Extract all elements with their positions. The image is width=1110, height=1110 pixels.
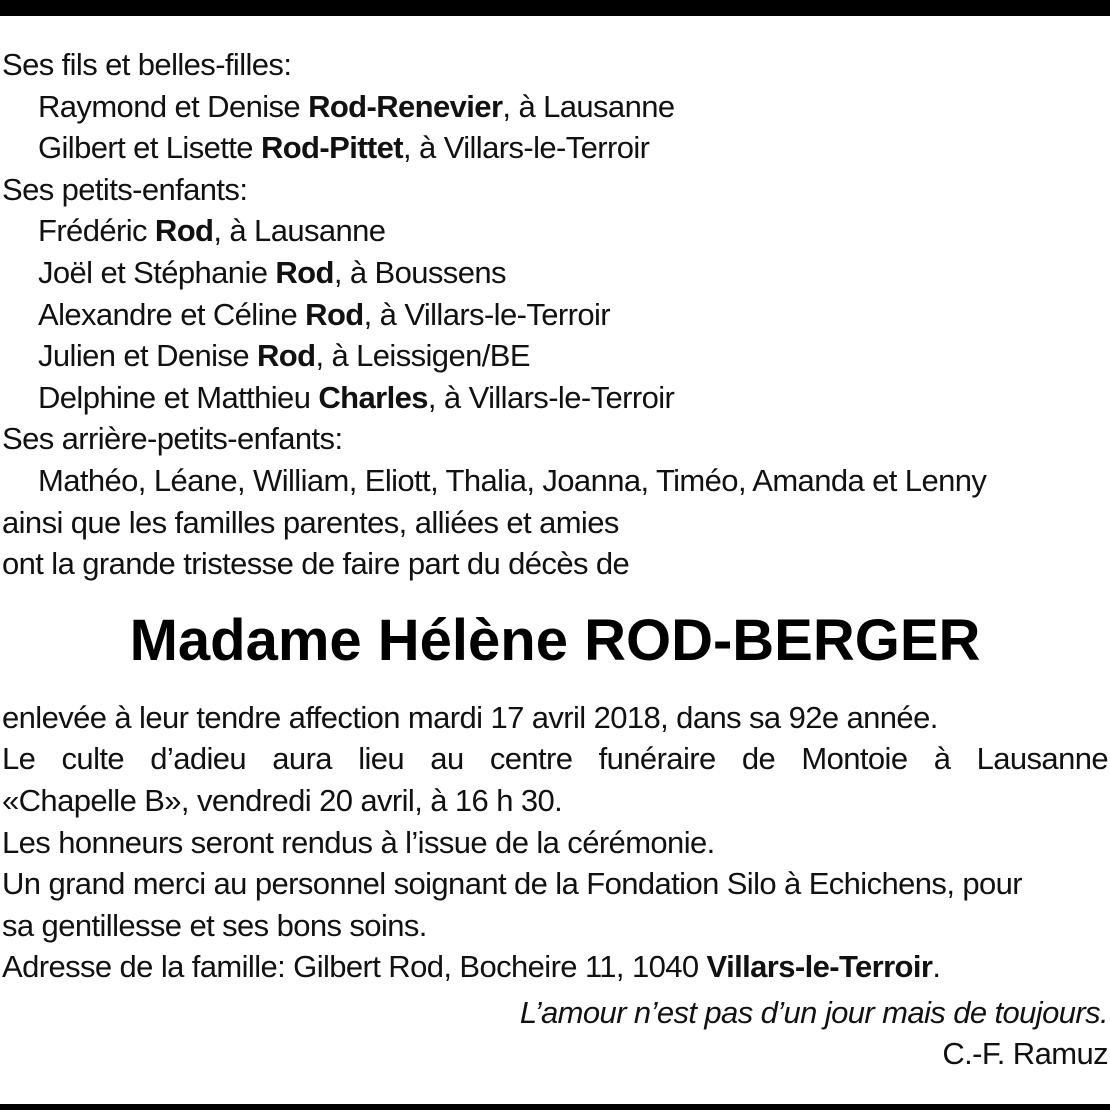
service-details: Le culte d’adieu aura lieu au centre funéraire de Montoie à Lausanne: [2, 741, 1108, 777]
family-surname: Charles: [318, 379, 428, 415]
family-member-line: Julien et Denise Rod, à Leissigen/BE: [38, 338, 530, 374]
passing-details: enlevée à leur tendre affection mardi 17 avril 2018, dans sa 92e année.: [2, 699, 938, 735]
deceased-name: Madame Hélène ROD-BERGER: [129, 607, 981, 673]
family-address: Adresse de la famille: Gilbert Rod, Bocheire 11, 1040 Villars-le-Terroir.: [2, 949, 941, 985]
bottom-rule: [0, 1104, 1110, 1110]
family-surname: Rod: [154, 213, 214, 249]
announcement-line: ont la grande tristesse de faire part du décès de: [2, 546, 630, 582]
quote-author: C.-F. Ramuz: [942, 1036, 1108, 1072]
family-surname: Rod: [275, 254, 334, 290]
thanks-line: Un grand merci au personnel soignant de la Fondation Silo à Echichens, pour: [2, 866, 1022, 902]
great-grandchildren-names: Mathéo, Léane, William, Eliott, Thalia, Joanna, Timéo, Amanda et Lenny: [38, 462, 987, 498]
family-member-line: Joël et Stéphanie Rod, à Boussens: [38, 254, 506, 290]
family-member-line: Raymond et Denise Rod-Renevier, à Lausanne: [38, 88, 675, 124]
family-member-line: Delphine et Matthieu Charles, à Villars-le-Terroir: [38, 379, 675, 415]
quote-text: L’amour n’est pas d’un jour mais de toujours.: [519, 994, 1108, 1030]
obituary-notice: [2, 44, 1108, 1075]
grandchildren-heading: Ses petits-enfants:: [2, 171, 248, 207]
family-surname: Rod: [305, 296, 364, 332]
relatives-line: ainsi que les familles parentes, alliées et amies: [2, 504, 619, 540]
great-grandchildren-heading: Ses arrière-petits-enfants:: [2, 421, 343, 457]
family-member-line: Gilbert et Lisette Rod-Pittet, à Villars-le-Terroir: [38, 130, 650, 166]
service-details-continued: «Chapelle B», vendredi 20 avril, à 16 h 30.: [2, 782, 563, 818]
family-surname: Rod: [257, 338, 316, 374]
family-member-line: Alexandre et Céline Rod, à Villars-le-Terroir: [38, 296, 610, 332]
thanks-line-continued: sa gentillesse et ses bons soins.: [2, 907, 427, 943]
family-member-line: Frédéric Rod, à Lausanne: [38, 213, 386, 249]
family-surname: Rod-Renevier: [308, 88, 503, 124]
family-surname: Rod-Pittet: [260, 130, 404, 166]
honours-line: Les honneurs seront rendus à l’issue de la cérémonie.: [2, 824, 715, 860]
address-town: Villars-le-Terroir: [706, 949, 933, 985]
sons-heading: Ses fils et belles-filles:: [2, 47, 292, 82]
top-rule: [0, 0, 1110, 16]
